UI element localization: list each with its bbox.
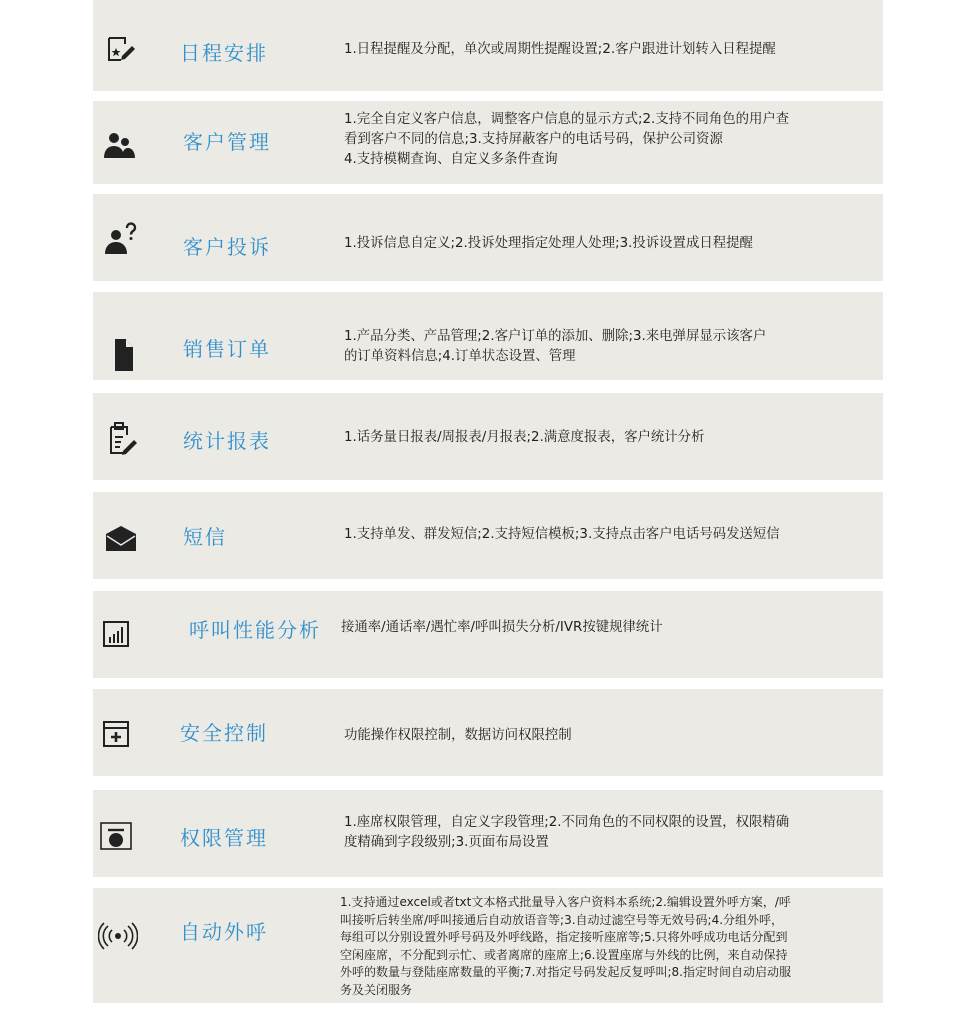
feature-row-customer (93, 101, 883, 184)
feature-desc: 1.支持单发、群发短信;2.支持短信模板;3.支持点击客户电话号码发送短信 (344, 527, 780, 542)
feature-title: 日程安排 (180, 41, 268, 65)
feature-row-auto-dial (93, 888, 883, 1003)
feature-row-call-analysis (93, 591, 883, 678)
feature-title: 安全控制 (180, 721, 268, 745)
feature-desc: 1.话务量日报表/周报表/月报表;2.满意度报表，客户统计分析 (344, 430, 705, 445)
bar-chart-icon (93, 611, 139, 657)
feature-desc: 1.支持通过excel或者txt文本格式批量导入客户资料本系统;2.编辑设置外呼方案，/呼 叫接听后转坐席/呼叫接通后自动放语音等;3.自动过滤空号等无效号码;4.分组外呼， 每组可以分别设置外呼号码及外呼线路，指定接听座席等;5.只将外呼成功电话分配到 空闲座席，不分配到示忙、或者离席的座席上;6.设置座席与外线的比例，来自动保持 外呼的数量与登陆座席数量的平衡;7.对指定号码发起反复呼叫;8.指定时间自动启动服 务及关闭服务 (340, 895, 791, 997)
feature-desc: 1.座席权限管理，自定义字段管理;2.不同角色的不同权限的设置，权限精确 度精确到字段级别;3.页面布局设置 (344, 815, 790, 850)
feature-desc: 功能操作权限控制，数据访问权限控制 (344, 728, 572, 743)
feature-desc: 1.产品分类、产品管理;2.客户订单的添加、删除;3.来电弹屏显示该客户 的订单资料信息;4.订单状态设置、管理 (344, 329, 767, 364)
feature-row-permission (93, 790, 883, 877)
plus-box-icon (93, 711, 139, 757)
user-question-icon (98, 215, 144, 261)
feature-desc: 接通率/通话率/遇忙率/呼叫损失分析/IVR按键规律统计 (341, 620, 663, 635)
users-icon (96, 122, 142, 168)
feature-title: 统计报表 (183, 429, 271, 453)
feature-title: 客户管理 (183, 130, 271, 154)
feature-title: 销售订单 (183, 337, 271, 361)
feature-desc: 1.完全自定义客户信息，调整客户信息的显示方式;2.支持不同角色的用户查 看到客户不同的信息;3.支持屏蔽客户的电话号码，保护公司资源 4.支持模糊查询、自定义多条件查询 (344, 112, 790, 167)
broadcast-icon (95, 913, 141, 959)
feature-row-complaint (93, 194, 883, 281)
feature-title: 自动外呼 (180, 920, 268, 944)
feature-desc: 1.日程提醒及分配，单次或周期性提醒设置;2.客户跟进计划转入日程提醒 (344, 42, 776, 57)
report-edit-icon (99, 417, 145, 463)
feature-title: 呼叫性能分析 (189, 618, 321, 642)
envelope-icon (98, 516, 144, 562)
feature-row-schedule (93, 0, 883, 91)
feature-row-order (93, 292, 883, 380)
feature-title: 客户投诉 (183, 235, 271, 259)
feature-title: 短信 (183, 525, 227, 549)
feature-row-sms (93, 492, 883, 579)
schedule-edit-icon (98, 25, 144, 71)
feature-row-report (93, 393, 883, 480)
feature-row-security (93, 689, 883, 776)
permission-icon (93, 815, 139, 861)
document-icon (99, 332, 145, 378)
feature-title: 权限管理 (180, 826, 268, 850)
feature-desc: 1.投诉信息自定义;2.投诉处理指定处理人处理;3.投诉设置成日程提醒 (344, 236, 753, 251)
